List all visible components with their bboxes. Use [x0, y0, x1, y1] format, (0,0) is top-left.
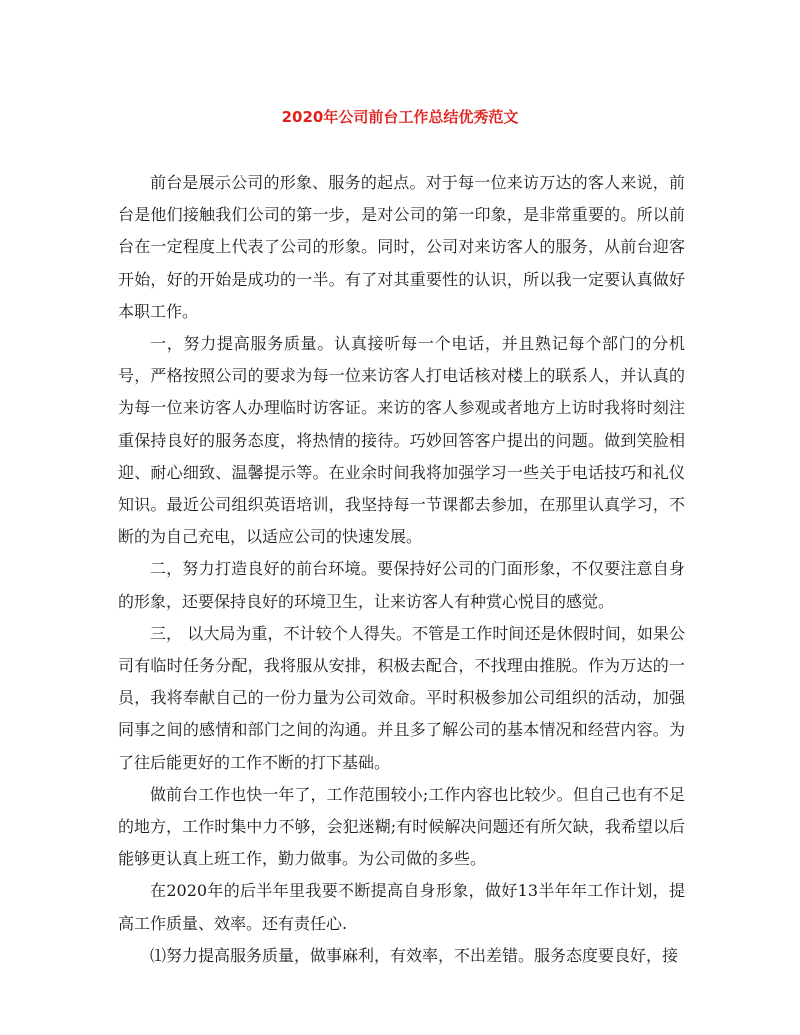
paragraph-plan: 在2020年的后半年里我要不断提高自身形象，做好13半年年工作计划，提高工作质量、效率。还有责任心.: [118, 881, 685, 933]
paragraph-overall-interest: 三， 以大局为重，不计较个人得失。不管是工作时间还是休假时间，如果公司有临时任务分配，我将服从安排，积极去配合，不找理由推脱。作为万达的一员，我将奉献自己的一份力量为公司效命。平时积极参加公司组织的活动，加强同事之间的感情和部门之间的沟通。并且多了解公司的基本情况和经营内容。为了往后能更好的工作不断的打下基础。: [118, 623, 685, 772]
paragraph-plan-item-1: ⑴努力提高服务质量，做事麻利，有效率，不出差错。服务态度要良好，接: [150, 945, 679, 965]
document-body: [118, 167, 685, 972]
paragraph-self-reflection: 做前台工作也快一年了，工作范围较小;工作内容也比较少。但自己也有不足的地方，工作时集中力不够，会犯迷糊;有时候解决问题还有所欠缺，我希望以后能够更认真上班工作，勤力做事。为公司做的多些。: [118, 784, 685, 869]
document-title: 2020年公司前台工作总结优秀范文: [281, 108, 519, 126]
paragraph-intro: 前台是展示公司的形象、服务的起点。对于每一位来访万达的客人来说，前台是他们接触我们公司的第一步，是对公司的第一印象，是非常重要的。所以前台在一定程度上代表了公司的形象。同时，公司对来访客人的服务，从前台迎客开始，好的开始是成功的一半。有了对其重要性的认识，所以我一定要认真做好本职工作。: [118, 173, 685, 321]
paragraph-environment: 二，努力打造良好的前台环境。要保持好公司的门面形象，不仅要注意自身的形象，还要保持良好的环境卫生，让来访客人有种赏心悦目的感觉。: [118, 559, 685, 611]
paragraph-service-quality: 一，努力提高服务质量。认真接听每一个电话，并且熟记每个部门的分机号，严格按照公司的要求为每一位来访客人打电话核对楼上的联系人，并认真的为每一位来访客人办理临时访客证。来访的客人参观或者地方上访时我将时刻注重保持良好的服务态度，将热情的接待。巧妙回答客户提出的问题。做到笑脸相迎、耐心细致、温馨提示等。在业余时间我将加强学习一些关于电话技巧和礼仪知识。最近公司组织英语培训，我坚持每一节课都去参加，在那里认真学习，不断的为自己充电，以适应公司的快速发展。: [118, 334, 685, 547]
